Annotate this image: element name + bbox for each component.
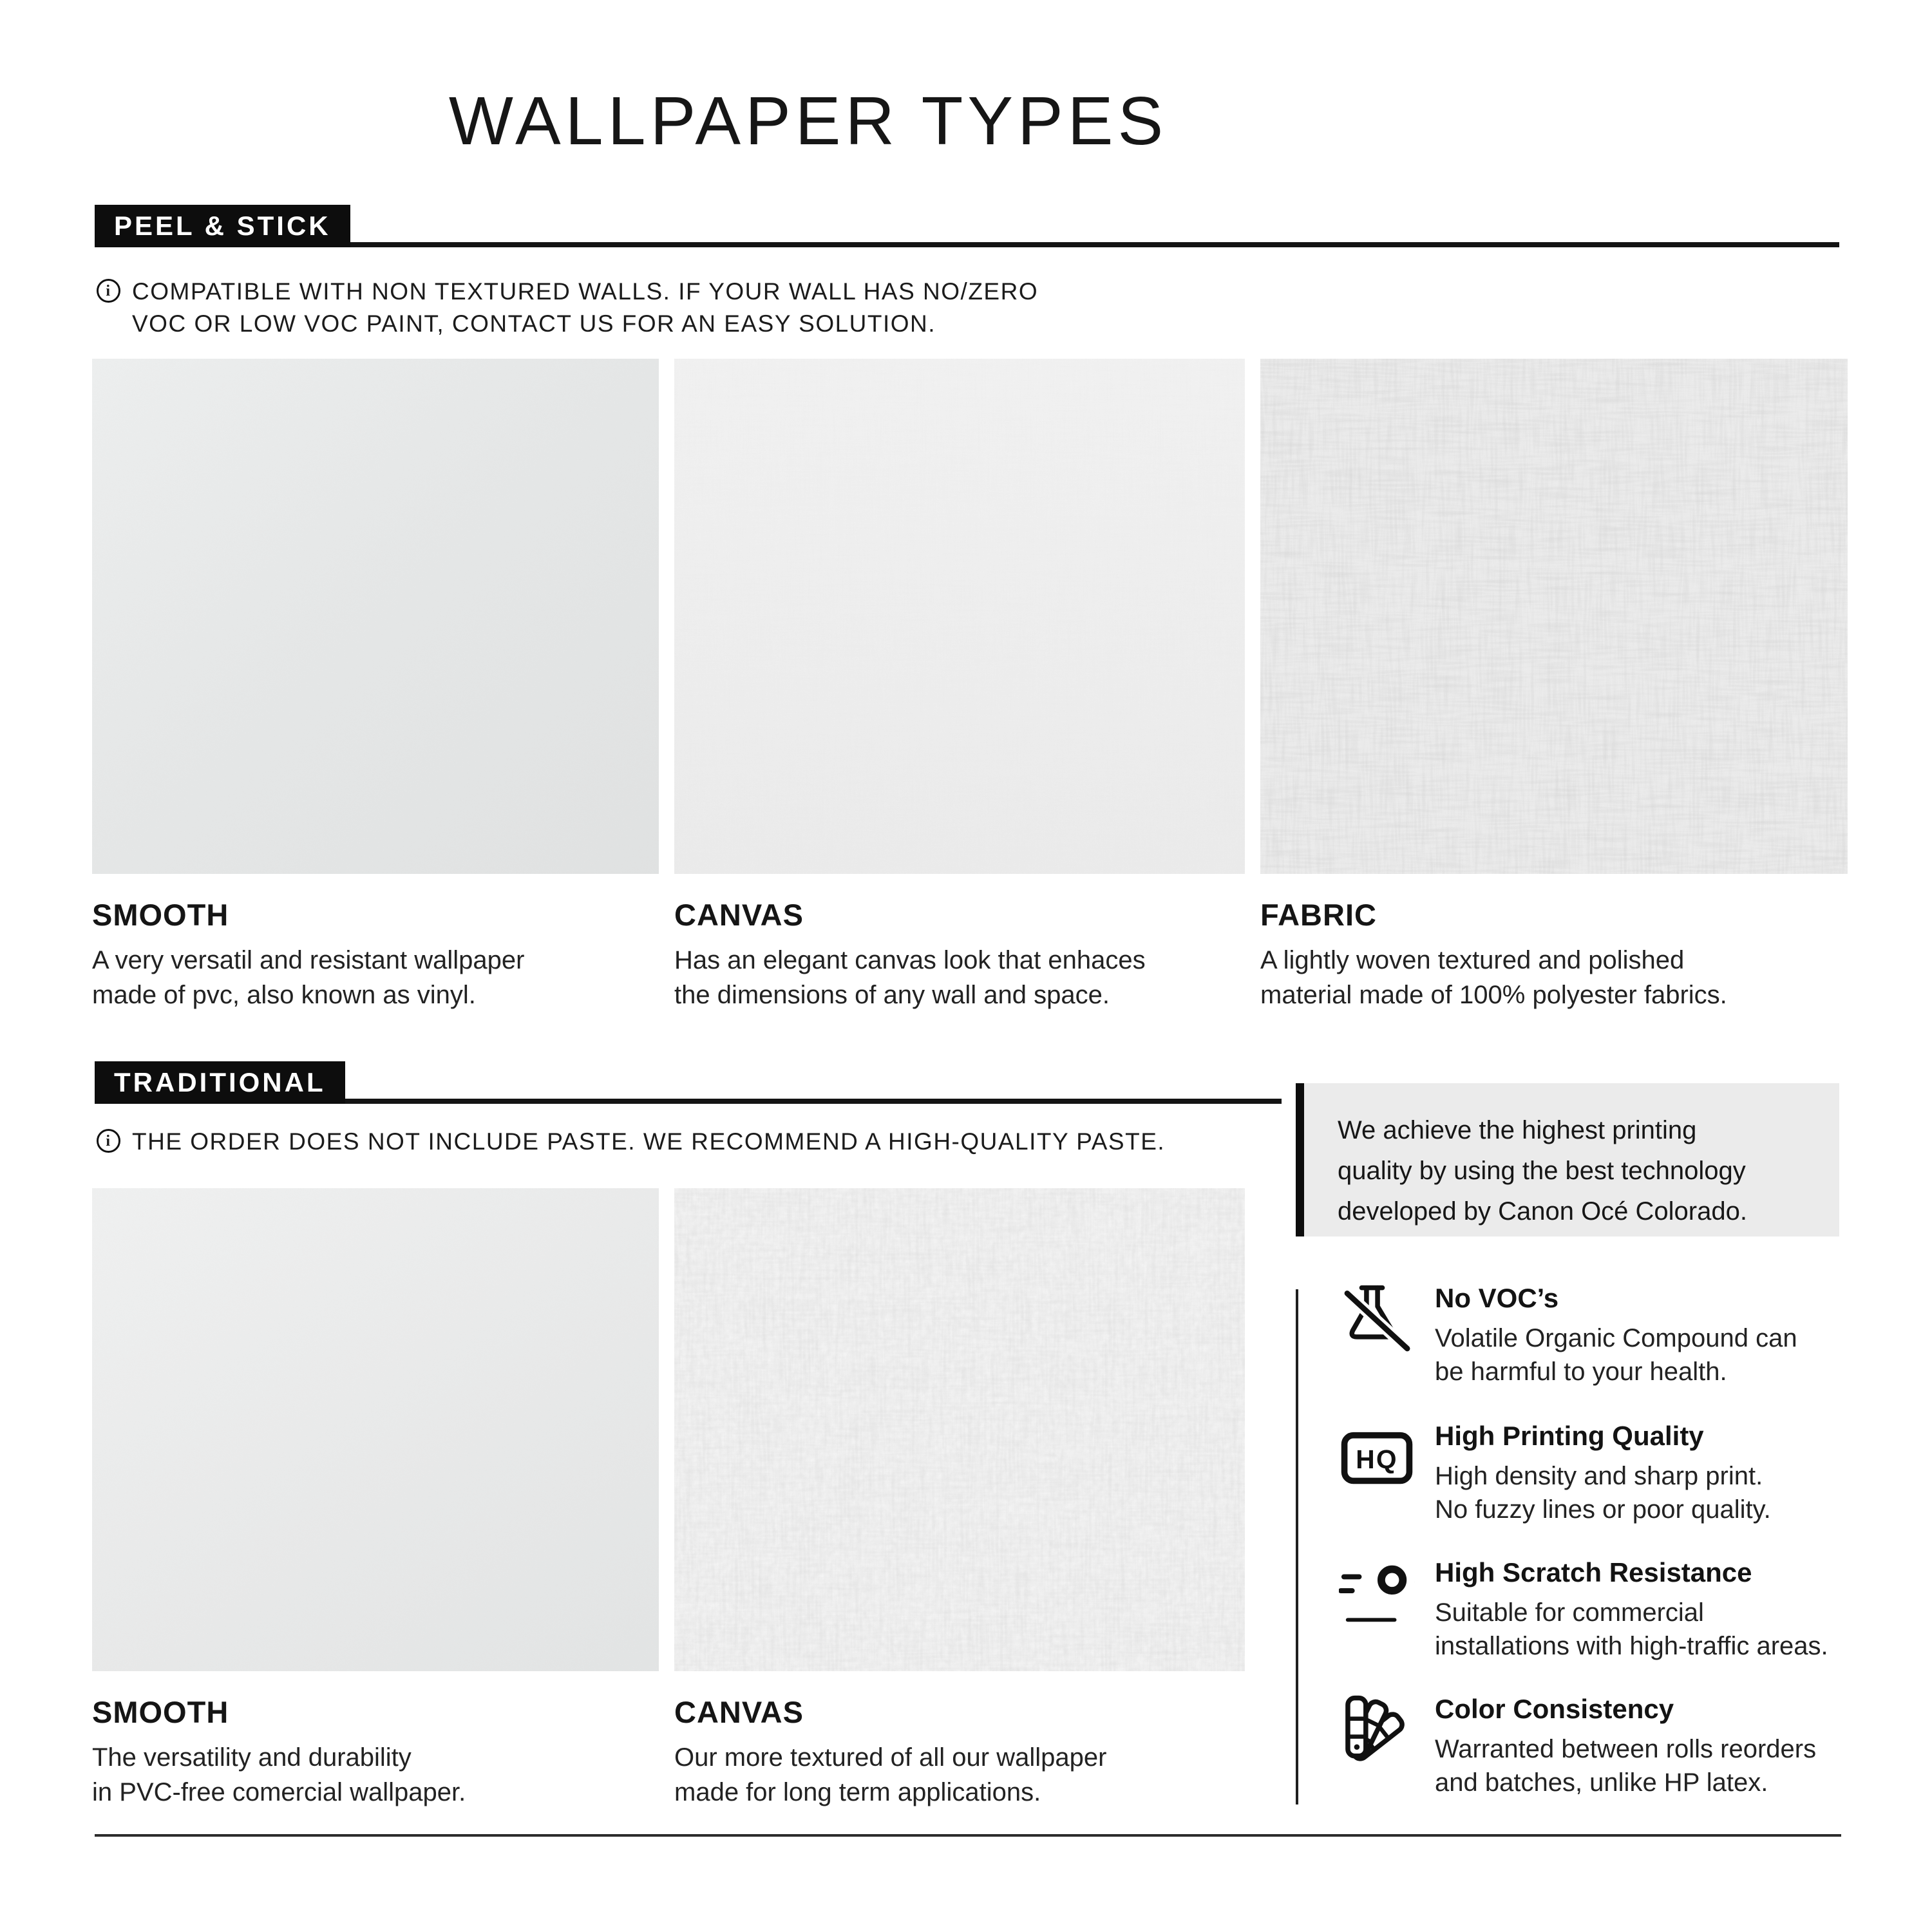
desc-line: The versatility and durability <box>92 1743 412 1772</box>
swatch-description <box>92 943 659 1012</box>
feature-text <box>1435 1282 1797 1388</box>
swatch-description <box>1260 943 1848 1012</box>
swatch-name: SMOOTH <box>92 898 229 932</box>
smooth-texture <box>92 359 659 874</box>
desc-line: Our more textured of all our wallpaper <box>674 1743 1107 1772</box>
note-line: VOC OR LOW VOC PAINT, CONTACT US FOR AN EASY SOLUTION. <box>132 310 936 337</box>
peel-stick-note-text <box>132 276 1038 340</box>
traditional-label: TRADITIONAL <box>95 1061 345 1104</box>
swatch-description <box>674 943 1245 1012</box>
rough-canvas-texture <box>674 1188 1245 1671</box>
swatch-cell-smooth-traditional <box>92 1188 659 1810</box>
desc-line: made of pvc, also known as vinyl. <box>92 981 476 1009</box>
note-line: COMPATIBLE WITH NON TEXTURED WALLS. IF YOUR WALL HAS NO/ZERO <box>132 278 1039 305</box>
hq-badge-letters: HQ <box>1356 1444 1398 1475</box>
swatch-cell-canvas <box>674 359 1245 1012</box>
callout-line: We achieve the highest printing <box>1338 1116 1697 1144</box>
bottom-divider <box>95 1834 1841 1837</box>
swatch-cell-smooth <box>92 359 659 1012</box>
rough-canvas-texture-image <box>674 1188 1245 1671</box>
scratch-key-icon <box>1334 1556 1419 1641</box>
peel-stick-note <box>97 276 1038 340</box>
callout-line: quality by using the best technology <box>1338 1157 1746 1185</box>
feature-title: High Printing Quality <box>1435 1421 1704 1451</box>
desc-line: be harmful to your health. <box>1435 1358 1727 1386</box>
callout-accent-bar <box>1296 1083 1304 1236</box>
feature-no-voc <box>1334 1282 1901 1388</box>
info-icon: i <box>97 1129 120 1153</box>
page-title: WALLPAPER TYPES <box>448 83 1168 159</box>
fabric-texture <box>1260 359 1848 874</box>
traditional-note <box>97 1126 1165 1158</box>
desc-line: the dimensions of any wall and space. <box>674 981 1110 1009</box>
no-voc-flask-icon <box>1334 1282 1419 1367</box>
feature-title: No VOC’s <box>1435 1283 1559 1313</box>
swatch-name: SMOOTH <box>92 1695 229 1729</box>
swatch-description <box>674 1740 1245 1810</box>
traditional-rule <box>345 1099 1282 1104</box>
feature-color-consistency <box>1334 1692 1901 1799</box>
feature-description <box>1435 1596 1828 1663</box>
smooth-texture <box>92 1188 659 1671</box>
swatch-name: CANVAS <box>674 1695 804 1729</box>
traditional-section-header <box>95 1061 1282 1104</box>
smooth-texture-image <box>92 1188 659 1671</box>
swatch-cell-fabric <box>1260 359 1848 1012</box>
feature-title: Color Consistency <box>1435 1694 1674 1724</box>
swatch-cell-canvas-traditional <box>674 1188 1245 1810</box>
printing-quality-callout <box>1296 1083 1839 1236</box>
peel-stick-label: PEEL & STICK <box>95 205 350 247</box>
desc-line: Volatile Organic Compound can <box>1435 1324 1797 1352</box>
feature-high-printing-quality <box>1334 1419 1901 1526</box>
desc-line: in PVC-free comercial wallpaper. <box>92 1778 466 1806</box>
desc-line: material made of 100% polyester fabrics. <box>1260 981 1727 1009</box>
peel-stick-section-header <box>95 205 1839 247</box>
desc-line: Warranted between rolls reorders <box>1435 1735 1817 1763</box>
swatch-description <box>92 1740 659 1810</box>
feature-title: High Scratch Resistance <box>1435 1557 1752 1587</box>
desc-line: A lightly woven textured and polished <box>1260 946 1685 974</box>
hq-badge-icon <box>1334 1419 1419 1504</box>
info-icon: i <box>97 279 120 303</box>
desc-line: installations with high-traffic areas. <box>1435 1632 1828 1660</box>
canvas-texture-image <box>674 359 1245 874</box>
color-swatches-icon <box>1334 1692 1419 1777</box>
canvas-texture <box>674 359 1245 874</box>
feature-description <box>1435 1321 1797 1388</box>
desc-line: made for long term applications. <box>674 1778 1041 1806</box>
peel-stick-swatch-row <box>92 359 1848 1012</box>
fabric-texture-image <box>1260 359 1848 874</box>
callout-line: developed by Canon Océ Colorado. <box>1338 1197 1747 1226</box>
feature-text <box>1435 1556 1828 1663</box>
desc-line: No fuzzy lines or poor quality. <box>1435 1495 1771 1524</box>
desc-line: A very versatil and resistant wallpaper <box>92 946 525 974</box>
desc-line: Has an elegant canvas look that enhaces <box>674 946 1146 974</box>
smooth-texture-image <box>92 359 659 874</box>
feature-description <box>1435 1459 1771 1526</box>
desc-line: and batches, unlike HP latex. <box>1435 1768 1768 1797</box>
peel-stick-rule <box>350 242 1839 247</box>
traditional-swatch-row <box>92 1188 1245 1810</box>
feature-text <box>1435 1419 1771 1526</box>
feature-high-scratch-resistance <box>1334 1556 1901 1663</box>
desc-line: High density and sharp print. <box>1435 1462 1763 1490</box>
feature-description <box>1435 1732 1816 1799</box>
swatch-name: FABRIC <box>1260 898 1377 932</box>
desc-line: Suitable for commercial <box>1435 1598 1704 1627</box>
callout-text <box>1304 1083 1839 1236</box>
feature-text <box>1435 1692 1816 1799</box>
features-divider-line <box>1296 1289 1298 1804</box>
traditional-note-text: THE ORDER DOES NOT INCLUDE PASTE. WE RECOMMEND A HIGH-QUALITY PASTE. <box>132 1128 1166 1155</box>
swatch-name: CANVAS <box>674 898 804 932</box>
